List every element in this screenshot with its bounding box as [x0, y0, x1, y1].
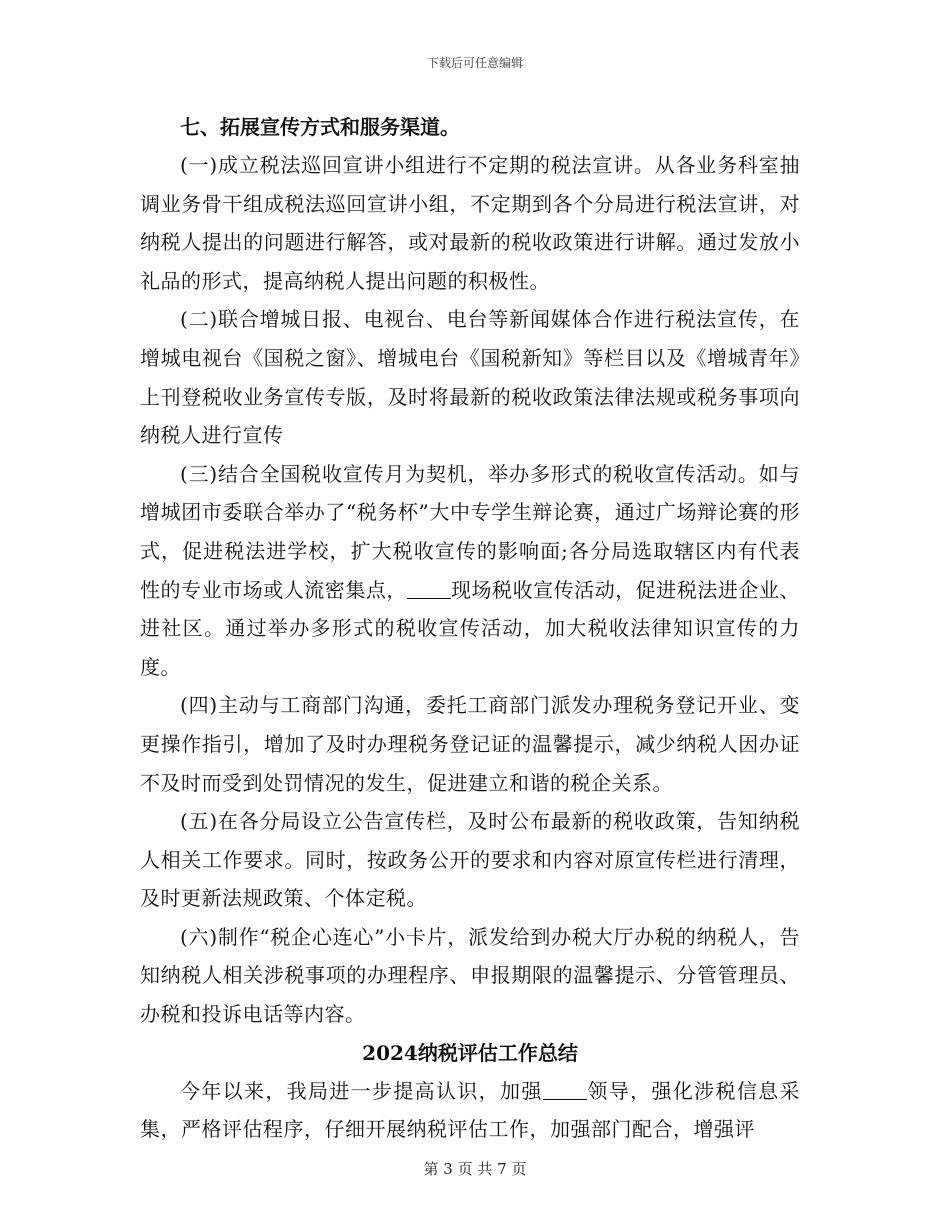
blank-underline — [543, 1079, 587, 1100]
paragraph-2: (二)联合增城日报、电视台、电台等新闻媒体合作进行税法宣传，在增城电视台《国税之窗》、增城电台《国税新知》等栏目以及《增城青年》上刊登税收业务宣传专版，及时将最新的税收政策法律法规或税务事项向纳税人进行宣传 — [140, 307, 800, 448]
summary-paragraph-1 — [140, 1072, 800, 1149]
paragraph-1: (一)成立税法巡回宣讲小组进行不定期的税法宣讲。从各业务科室抽调业务骨干组成税法巡回宣讲小组，不定期到各个分局进行税法宣讲，对纳税人提出的问题进行解答，或对最新的税收政策进行讲解。通过发放小礼品的形式，提高纳税人提出问题的积极性。 — [140, 153, 800, 293]
summary-paragraph-part-1: 今年以来，我局进一步提高认识，加强 — [180, 1078, 543, 1103]
paragraph-5: (五)在各分局设立公告宣传栏，及时公布最新的税收政策，告知纳税人相关工作要求。同时，按政务公开的要求和内容对原宣传栏进行清理，及时更新法规政策、个体定税。 — [140, 809, 800, 911]
paragraph-4: (四)主动与工商部门沟通，委托工商部门派发办理税务登记开业、变更操作指引，增加了及时办理税务登记证的温馨提示，减少纳税人因办证不及时而受到处罚情况的发生，促进建立和谐的税企关系。 — [140, 693, 800, 795]
paragraph-3 — [140, 455, 800, 687]
page-header: 下载后可任意编辑 — [426, 56, 523, 70]
paragraph-3-part-2: 现场税收宣传活动，促进税法进企业、进社区。通过举办多形式的税收宣传活动，加大税收法律知识宣传的力度。 — [140, 577, 801, 679]
paragraph-3-part-1: (三)结合全国税收宣传月为契机，举办多形式的税收宣传活动。如与增城团市委联合举办了“税务杯”大中专学生辩论赛，通过广场辩论赛的形式，促进税法进学校，扩大税收宣传的影响面;各分局选取辖区内有代表性的专业市场或人流密集点， — [140, 461, 800, 602]
blank-underline — [407, 578, 451, 599]
summary-title: 2024纳税评估工作总结 — [362, 1040, 578, 1065]
paragraph-6: (六)制作“税企心连心”小卡片，派发给到办税大厅办税的纳税人，告知纳税人相关涉税事项的办理程序、申报期限的温馨提示、分管管理员、办税和投诉电话等内容。 — [140, 924, 800, 1027]
summary-paragraph-part-2: 领导，强化涉税信息采集，严格评估程序，仔细开展纳税评估工作，加强部门配合，增强评 — [140, 1078, 801, 1142]
document-body — [140, 108, 800, 1149]
page-footer: 第 3 页 共 7 页 — [423, 1160, 527, 1178]
section-heading: 七、拓展宣传方式和服务渠道。 — [180, 115, 460, 139]
